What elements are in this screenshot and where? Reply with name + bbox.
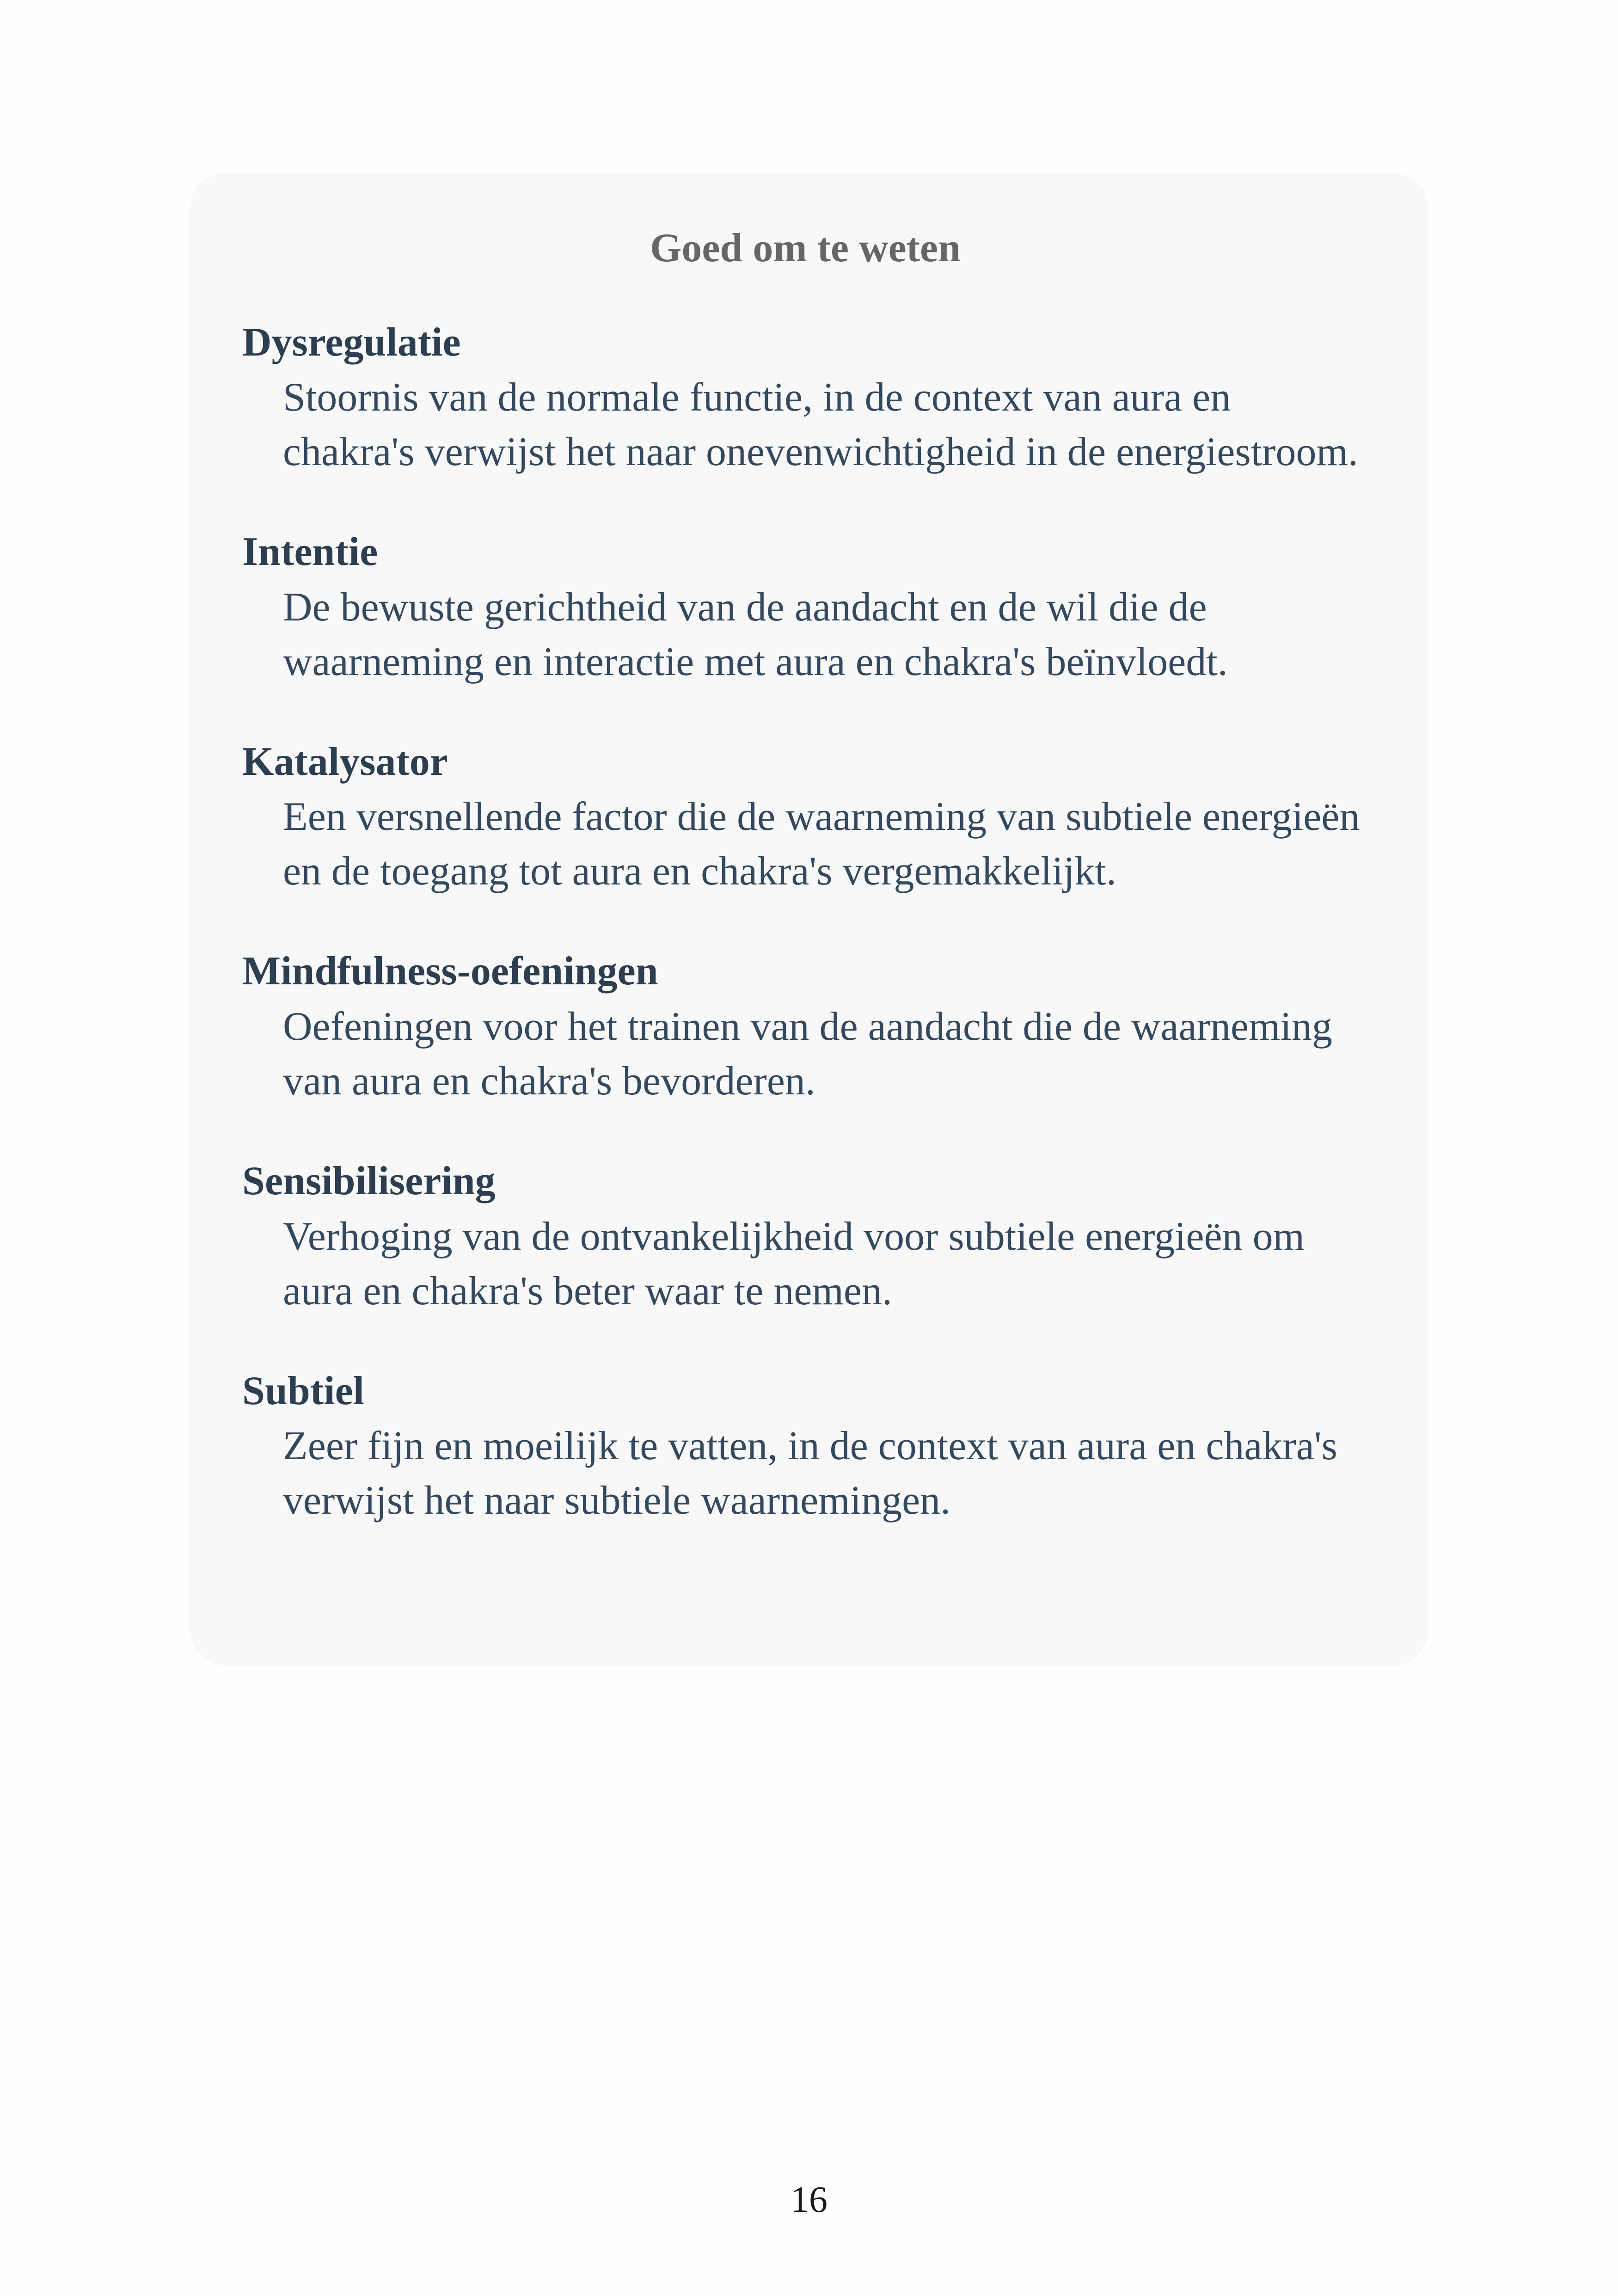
info-box-title: Goed om te weten [650, 226, 961, 270]
glossary-term: Sensibilisering [242, 1158, 496, 1203]
glossary-entry-intentie [242, 528, 1368, 689]
glossary-definition: De bewuste gerichtheid van de aandacht en de wil die de waarneming en interactie met aura en chakra's beïnvloedt. [283, 584, 1228, 684]
glossary-term: Dysregulatie [242, 319, 461, 365]
glossary-term: Katalysator [242, 739, 448, 784]
glossary-entry-mindfulness-oefeningen [242, 947, 1368, 1109]
glossary-definition: Verhoging van de ontvankelijkheid voor subtiele energieën om aura en chakra's beter waar te nemen. [283, 1214, 1305, 1314]
glossary-definition: Oefeningen voor het trainen van de aandacht die de waarneming van aura en chakra's bevorderen. [283, 1004, 1332, 1104]
glossary-term: Subtiel [242, 1368, 365, 1413]
glossary-term: Intentie [242, 529, 378, 575]
glossary-entry-subtiel [242, 1367, 1368, 1529]
glossary-entry-dysregulatie [242, 318, 1368, 480]
glossary-definition: Zeer fijn en moeilijk te vatten, in de context van aura en chakra's verwijst het naar subtiele waarnemingen. [283, 1424, 1337, 1523]
glossary-term: Mindfulness-oefeningen [242, 949, 658, 994]
glossary-definition: Een versnellende factor die de waarneming van subtiele energieën en de toegang tot aura en chakra's vergemakkelijkt. [283, 794, 1360, 894]
page-number: 16 [791, 2179, 827, 2220]
info-box [190, 173, 1428, 1665]
glossary-definition: Stoornis van de normale functie, in de context van aura en chakra's verwijst het naar onevenwichtigheid in de energiestroom. [283, 375, 1358, 475]
glossary-entry-katalysator [242, 737, 1368, 899]
glossary-entry-sensibilisering [242, 1157, 1368, 1319]
